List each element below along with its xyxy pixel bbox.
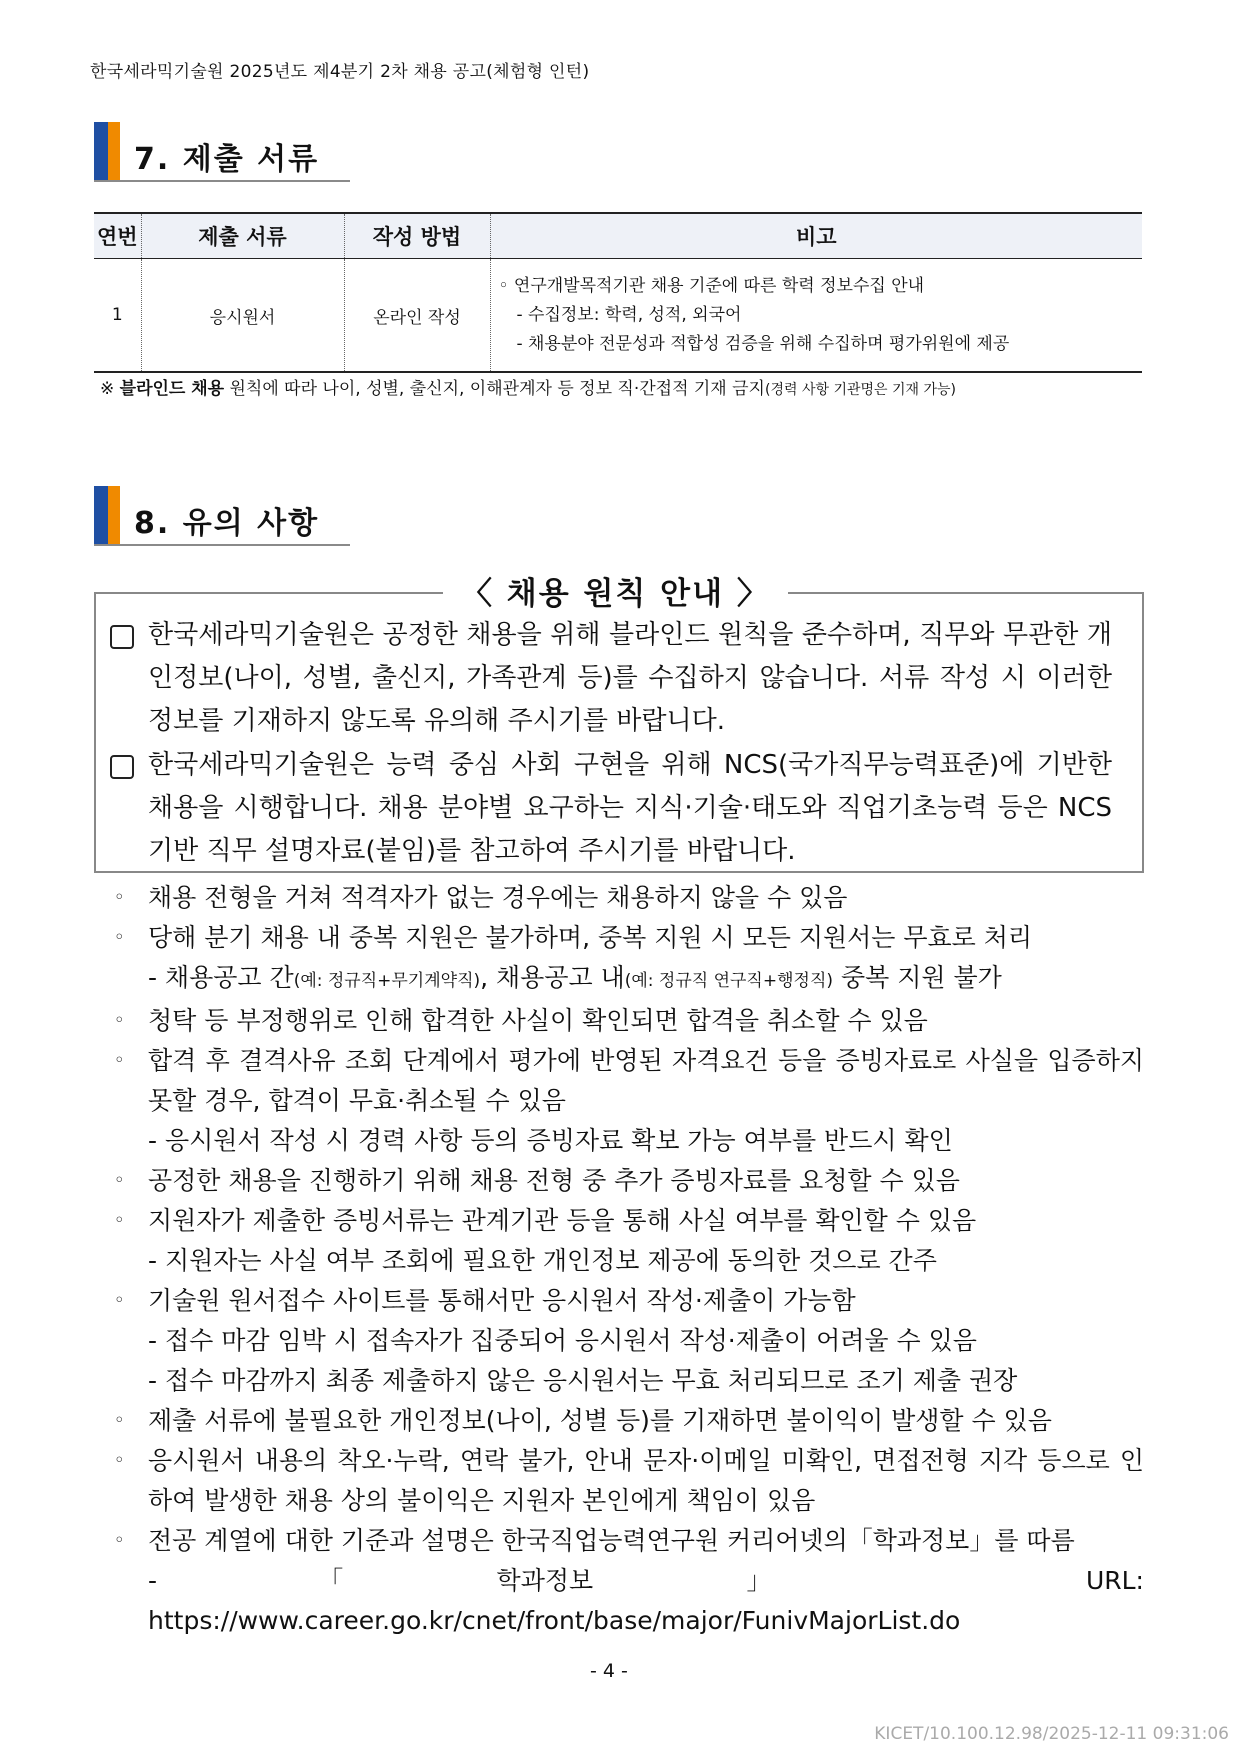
list-item <box>114 1441 1144 1521</box>
cell-document: 응시원서 <box>141 259 344 373</box>
bullet-icon: ◦ <box>114 1010 125 1031</box>
dash: - <box>148 1366 158 1395</box>
item-text <box>148 1321 1144 1361</box>
section-8-heading <box>94 486 350 546</box>
col-header-method: 작성 방법 <box>344 213 490 259</box>
cell-no: 1 <box>94 259 141 373</box>
cell-method: 온라인 작성 <box>344 259 490 373</box>
item-text <box>148 1361 1144 1401</box>
section-8-title: 8. 유의 사항 <box>134 506 320 541</box>
heading-accent-orange <box>108 122 120 180</box>
remark-line: ◦ 연구개발목적기관 채용 기준에 따른 학력 정보수집 안내 <box>498 275 925 296</box>
list-item <box>114 1041 1144 1121</box>
section-7-title: 7. 제출 서류 <box>134 142 320 177</box>
item-text: 제출 서류에 불필요한 개인정보(나이, 성별 등)를 기재하면 불이익이 발생할 수 있음 <box>148 1406 1052 1435</box>
bullet-icon: ◦ <box>114 1210 125 1231</box>
dash: - <box>148 1566 158 1595</box>
col-header-remarks: 비고 <box>490 213 1142 259</box>
remark-line: - 채용분야 전문성과 적합성 검증을 위해 수집하며 평가위원에 제공 <box>516 333 1010 354</box>
cell-remarks <box>490 259 1142 373</box>
caution-list <box>114 878 1144 1641</box>
list-item <box>114 918 1144 958</box>
sub-text: 접수 마감까지 최종 제출하지 않은 응시원서는 무효 처리되므로 조기 제출 권장 <box>164 1366 1018 1395</box>
principle-text: 한국세라믹기술원은 능력 중심 사회 구현을 위해 NCS(국가직무능력표준)에 기반한 채용을 시행합니다. 채용 분야별 요구하는 지식·기술·태도와 직업기초능력 등은 NCS 기반 직무 설명자료(붙임)를 참고하여 주시기를 바랍니다. <box>148 750 1112 866</box>
item-text <box>148 1561 1144 1641</box>
item-text: 채용 전형을 거쳐 적격자가 없는 경우에는 채용하지 않을 수 있음 <box>148 883 848 912</box>
note-mark: ※ <box>100 379 120 399</box>
list-item <box>114 1201 1144 1241</box>
blind-hiring-note <box>100 374 956 399</box>
list-subitem <box>114 1561 1144 1641</box>
col-header-document: 제출 서류 <box>141 213 344 259</box>
bullet-icon: ◦ <box>114 1530 125 1551</box>
bullet-icon: ◦ <box>114 927 125 948</box>
item-text <box>148 1121 1144 1161</box>
col-header-no: 연번 <box>94 213 141 259</box>
sub-small: (예: 정규직 연구직+행정직) <box>624 971 833 991</box>
heading-accent-orange <box>108 486 120 544</box>
list-item <box>114 1161 1144 1201</box>
principles-title: 〈 채용 원칙 안내 〉 <box>443 568 788 613</box>
bullet-icon: ◦ <box>114 887 125 908</box>
sub-text: , 채용공고 내 <box>480 963 625 992</box>
bullet-icon: ◦ <box>114 1170 125 1191</box>
dash: - <box>148 963 158 992</box>
item-text: 전공 계열에 대한 기준과 설명은 한국직업능력연구원 커리어넷의「학과정보」를 따름 <box>148 1526 1075 1555</box>
principle-item <box>110 614 1112 743</box>
checkbox-icon <box>110 625 134 649</box>
list-subitem <box>114 1321 1144 1361</box>
list-item <box>114 1281 1144 1321</box>
heading-accent-blue <box>94 486 108 544</box>
principle-item <box>110 744 1112 873</box>
page-number: - 4 - <box>590 1660 628 1682</box>
item-text: 공정한 채용을 진행하기 위해 채용 전형 중 추가 증빙자료를 요청할 수 있음 <box>148 1166 960 1195</box>
major-info-url: 「학과정보」 URL: https://www.career.go.kr/cnet/front/base/major/FunivMajorList.do <box>148 1566 1144 1635</box>
sub-text: 지원자는 사실 여부 조회에 필요한 개인정보 제공에 동의한 것으로 간주 <box>164 1246 937 1275</box>
running-header: 한국세라믹기술원 2025년도 제4분기 2차 채용 공고(체험형 인턴) <box>90 62 590 82</box>
note-small: (경력 사항 기관명은 기재 가능) <box>764 382 956 398</box>
dash: - <box>148 1326 158 1355</box>
heading-accent-blue <box>94 122 108 180</box>
item-text: 당해 분기 채용 내 중복 지원은 불가하며, 중복 지원 시 모든 지원서는 무효로 처리 <box>148 923 1033 952</box>
sub-text: 채용공고 간 <box>164 963 294 992</box>
section-7-heading <box>94 122 350 182</box>
list-subitem <box>114 1241 1144 1281</box>
submission-documents-table <box>94 212 1142 373</box>
item-text <box>148 958 1144 1001</box>
list-subitem <box>114 1361 1144 1401</box>
bullet-icon: ◦ <box>114 1290 125 1311</box>
table-header-row <box>94 213 1142 259</box>
sub-text: 접수 마감 임박 시 접속자가 집중되어 응시원서 작성·제출이 어려울 수 있음 <box>164 1326 977 1355</box>
note-text: 원칙에 따라 나이, 성별, 출신지, 이해관계자 등 정보 직·간접적 기재 금지 <box>224 379 765 399</box>
item-text: 기술원 원서접수 사이트를 통해서만 응시원서 작성·제출이 가능함 <box>148 1286 856 1315</box>
item-text: 응시원서 내용의 착오·누락, 연락 불가, 안내 문자·이메일 미확인, 면접전형 지각 등으로 인하여 발생한 채용 상의 불이익은 지원자 본인에게 책임이 있음 <box>148 1446 1144 1515</box>
hiring-principles-box <box>94 592 1144 873</box>
list-item <box>114 1521 1144 1561</box>
item-text: 합격 후 결격사유 조회 단계에서 평가에 반영된 자격요건 등을 증빙자료로 사실을 입증하지 못할 경우, 합격이 무효·취소될 수 있음 <box>148 1046 1144 1115</box>
sub-small: (예: 정규직+무기계약직) <box>293 971 481 991</box>
sub-text: 응시원서 작성 시 경력 사항 등의 증빙자료 확보 가능 여부를 반드시 확인 <box>164 1126 953 1155</box>
list-item <box>114 1001 1144 1041</box>
note-bold: 블라인드 채용 <box>119 379 225 399</box>
list-item <box>114 878 1144 918</box>
bullet-icon: ◦ <box>114 1050 125 1071</box>
remark-line: - 수집정보: 학력, 성적, 외국어 <box>516 304 742 325</box>
list-subitem <box>114 958 1144 1001</box>
dash: - <box>148 1246 158 1275</box>
dash: - <box>148 1126 158 1155</box>
item-text <box>148 1241 1144 1281</box>
bullet-icon: ◦ <box>114 1410 125 1431</box>
table-row <box>94 259 1142 373</box>
list-item <box>114 1401 1144 1441</box>
print-stamp: KICET/10.100.12.98/2025-12-11 09:31:06 <box>874 1724 1229 1744</box>
principle-text: 한국세라믹기술원은 공정한 채용을 위해 블라인드 원칙을 준수하며, 직무와 무관한 개인정보(나이, 성별, 출신지, 가족관계 등)를 수집하지 않습니다. 서류 작성 시 이러한 정보를 기재하지 않도록 유의해 주시기를 바랍니다. <box>148 620 1112 736</box>
bullet-icon: ◦ <box>114 1450 125 1471</box>
checkbox-icon <box>110 755 134 779</box>
list-subitem <box>114 1121 1144 1161</box>
item-text: 청탁 등 부정행위로 인해 합격한 사실이 확인되면 합격을 취소할 수 있음 <box>148 1006 928 1035</box>
sub-text: 중복 지원 불가 <box>833 963 1002 992</box>
item-text: 지원자가 제출한 증빙서류는 관계기관 등을 통해 사실 여부를 확인할 수 있음 <box>148 1206 977 1235</box>
